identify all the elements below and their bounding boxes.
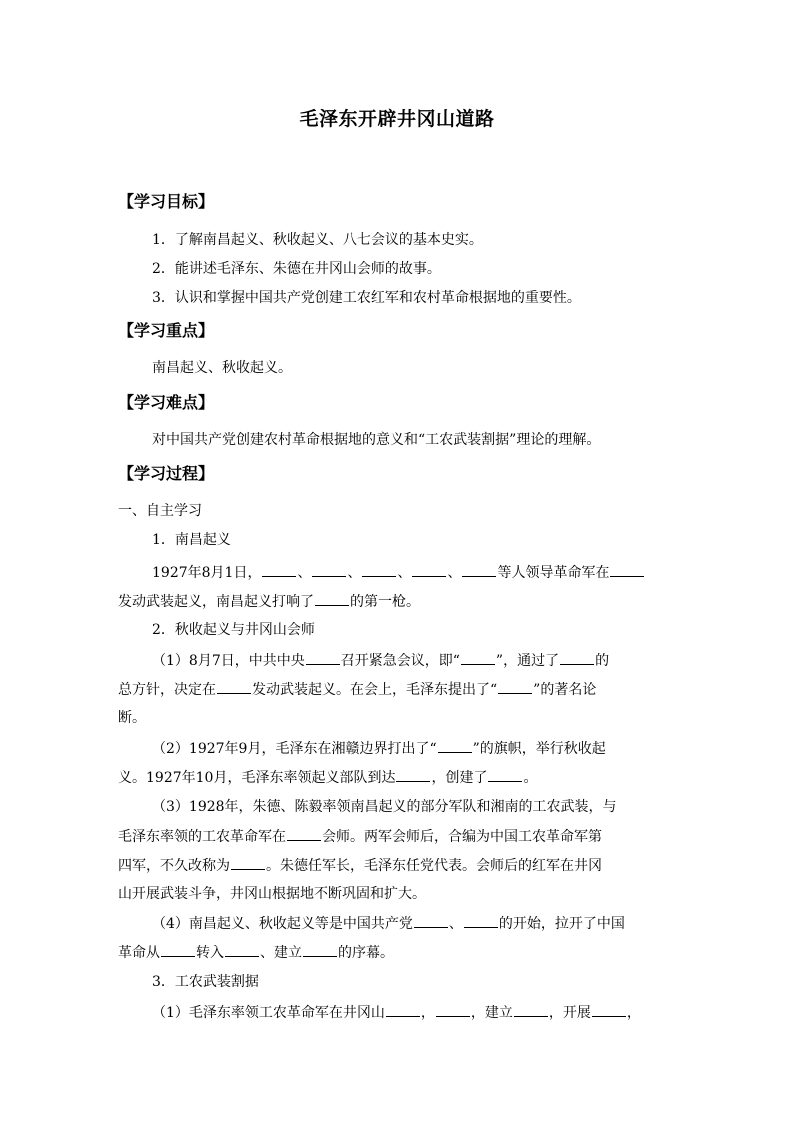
blank[interactable] (161, 943, 195, 957)
question-4-line-2: 革命从 转入 、建立 的序幕。 (118, 945, 394, 961)
key-points-text: 南昌起义、秋收起义。 (152, 360, 292, 376)
blank[interactable] (312, 563, 346, 577)
blank[interactable] (287, 827, 321, 841)
blank[interactable] (414, 914, 448, 928)
question-2-line-2: 义。1927年10月，毛泽东率领起义部队到达 ，创建了 。 (118, 770, 538, 786)
question-3-line-3: 四军，不久改称为 。朱德任军长，毛泽东任党代表。会师后的红军在井冈 (118, 858, 602, 874)
blank[interactable] (396, 768, 430, 782)
blank[interactable] (412, 563, 446, 577)
sub-heading-autumn-harvest: 2．秋收起义与井冈山会师 (152, 622, 315, 638)
blank[interactable] (464, 914, 498, 928)
blank[interactable] (438, 739, 472, 753)
question-3-line-2: 毛泽东率领的工农革命军在 会师。两军会师后，合编为中国工农革命军第 (118, 829, 602, 845)
heading-learning-goals: 【学习目标】 (118, 192, 215, 211)
blank[interactable] (560, 651, 594, 665)
blank[interactable] (498, 680, 532, 694)
blank[interactable] (462, 563, 496, 577)
difficulties-text: 对中国共产党创建农村革命根据地的意义和“工农武装割据”理论的理解。 (152, 432, 601, 448)
blank[interactable] (217, 680, 251, 694)
question-3-line-4: 山开展武装斗争，井冈山根据地不断巩固和扩大。 (118, 886, 426, 902)
blank[interactable] (303, 943, 337, 957)
question-5-line-1: （1）毛泽东率领工农革命军在井冈山 ， ，建立 ，开展 ， (152, 1005, 641, 1021)
heading-difficulties: 【学习难点】 (118, 393, 215, 412)
heading-key-points: 【学习重点】 (118, 321, 215, 340)
blank[interactable] (262, 563, 296, 577)
question-2-line-1: （2）1927年9月，毛泽东在湘赣边界打出了“ ”的旗帜，举行秋收起 (152, 741, 606, 757)
nanchang-line-2: 发动武装起义，南昌起义打响了 的第一枪。 (118, 594, 420, 610)
blank[interactable] (488, 768, 522, 782)
blank[interactable] (362, 563, 396, 577)
nanchang-line-1: 1927年8月1日， 、 、 、 、 等人领导革命军在 (152, 563, 645, 582)
blank[interactable] (306, 651, 340, 665)
heading-process: 【学习过程】 (118, 464, 215, 483)
question-1-line-2: 总方针，决定在 发动武装起义。在会上，毛泽东提出了“ ”的著名论 (118, 682, 597, 698)
blank[interactable] (436, 1003, 470, 1017)
question-1-line-3: 断。 (118, 710, 146, 726)
blank[interactable] (592, 1003, 626, 1017)
goal-item-1: 1．了解南昌起义、秋收起义、八七会议的基本史实。 (152, 232, 483, 248)
part-one-heading: 一、自主学习 (118, 503, 202, 519)
question-3-line-1: （3）1928年，朱德、陈毅率领南昌起义的部分军队和湘南的工农武装，与 (152, 799, 617, 815)
blank[interactable] (386, 1003, 420, 1017)
sub-heading-armed-separatism: 3．工农武装割据 (152, 974, 259, 990)
blank[interactable] (225, 943, 259, 957)
blank[interactable] (514, 1003, 548, 1017)
blank[interactable] (461, 651, 495, 665)
page-title: 毛泽东开辟井冈山道路 (299, 108, 495, 130)
goal-item-2: 2．能讲述毛泽东、朱德在井冈山会师的故事。 (152, 261, 441, 277)
goal-item-3: 3．认识和掌握中国共产党创建工农红军和农村革命根据地的重要性。 (152, 290, 581, 306)
sub-heading-nanchang: 1．南昌起义 (152, 532, 231, 548)
blank[interactable] (610, 563, 644, 577)
blank[interactable] (315, 592, 349, 606)
blank[interactable] (231, 856, 265, 870)
question-1-line-1: （1）8月7日，中共中央 召开紧急会议，即“ ”，通过了 的 (152, 653, 610, 669)
question-4-line-1: （4）南昌起义、秋收起义等是中国共产党 、 的开始，拉开了中国 (152, 916, 625, 932)
